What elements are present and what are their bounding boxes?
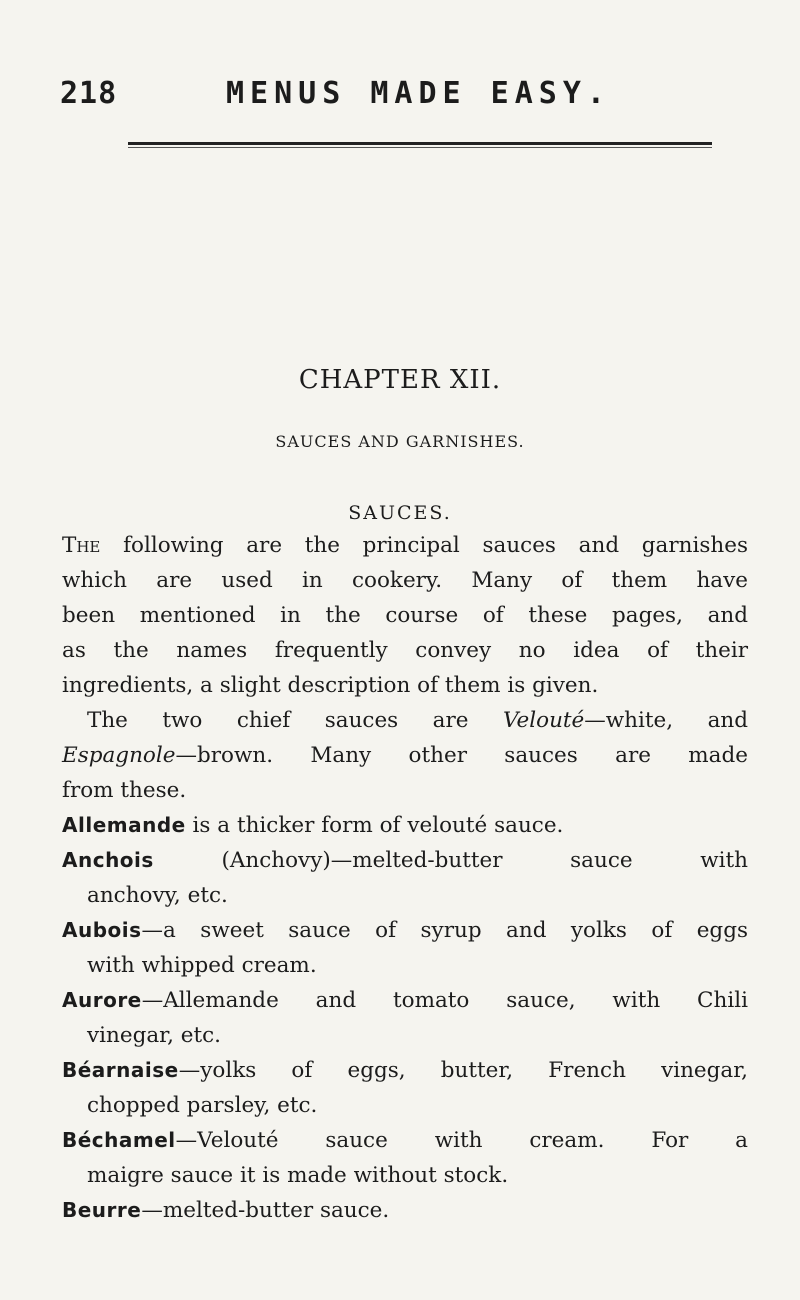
entry-line [62, 808, 748, 843]
entry-line: with whipped cream. [87, 953, 317, 978]
entry-term: Béarnaise [62, 1058, 179, 1082]
drop-word: The [62, 533, 101, 558]
sauce-name-veloute: Velouté [502, 708, 585, 733]
chapter-title: CHAPTER XII. [298, 365, 502, 395]
entry-line [62, 1123, 748, 1158]
entry-line: chopped parsley, etc. [87, 1093, 318, 1118]
entry-text: —a sweet sauce of syrup and yolks of eggs [141, 918, 748, 943]
entry-line [62, 983, 748, 1018]
entry-text: is a thicker form of velouté sauce. [185, 813, 564, 838]
entry-line [62, 1053, 748, 1088]
entry-text: —Velouté sauce with cream. For a [175, 1128, 748, 1153]
entry-term: Anchois [62, 848, 154, 872]
para2-text: The two chief sauces are [87, 708, 469, 733]
intro-line: ingredients, a slight description of them is given. [62, 673, 599, 698]
running-title: MENUS MADE EASY. [226, 76, 611, 111]
section-heading: SAUCES. [348, 502, 452, 524]
entry-text: (Anchovy)—melted-butter sauce with [153, 848, 748, 873]
page-number: 218 [60, 76, 118, 111]
entry-line [62, 913, 748, 948]
entry-line [62, 1193, 748, 1228]
entry-term: Aubois [62, 918, 142, 942]
sauce-name-espagnole: Espagnole [62, 743, 176, 768]
header-rule-thin [128, 147, 712, 148]
entry-text: —melted-butter sauce. [141, 1198, 390, 1223]
entry-line: maigre sauce it is made without stock. [87, 1163, 509, 1188]
intro-line-text: following are the principal sauces and garnishes [123, 533, 748, 558]
entry-text: —Allemande and tomato sauce, with Chili [141, 988, 748, 1013]
para2-text: —brown. Many other sauces are made [175, 743, 748, 768]
para2-text: —white, and [584, 708, 748, 733]
intro-line: which are used in cookery. Many of them have [62, 568, 748, 593]
para2-line [62, 738, 748, 773]
header-rule [128, 142, 712, 145]
body-text [62, 528, 748, 1228]
entry-line: anchovy, etc. [87, 883, 228, 908]
entry-line: vinegar, etc. [87, 1023, 221, 1048]
intro-line: as the names frequently convey no idea of their [62, 638, 748, 663]
intro-line: been mentioned in the course of these pages, and [62, 603, 748, 628]
entry-term: Allemande [62, 813, 186, 837]
chapter-subtitle: SAUCES AND GARNISHES. [275, 432, 525, 451]
entry-line [62, 843, 748, 878]
para2-line: from these. [62, 778, 187, 803]
entry-text: —yolks of eggs, butter, French vinegar, [178, 1058, 748, 1083]
entry-term: Béchamel [62, 1128, 176, 1152]
para2-line [62, 703, 748, 738]
entry-term: Aurore [62, 988, 142, 1012]
intro-line [62, 528, 748, 563]
entry-term: Beurre [62, 1198, 142, 1222]
